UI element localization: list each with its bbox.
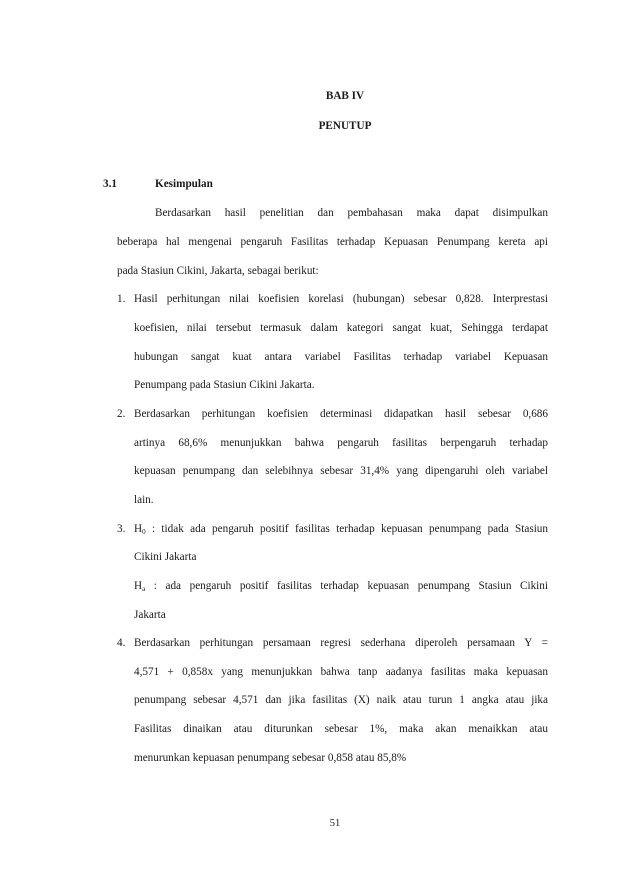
- hypothesis-letter: H: [134, 580, 143, 592]
- list-item-line: koefisien, nilai tersebut termasuk dalam kategori sangat kuat, Sehingga terdapat: [134, 322, 548, 334]
- section-number: 3.1: [103, 178, 117, 190]
- list-item-line: hubungan sangat kuat antara variabel Fasilitas terhadap variabel Kepuasan: [134, 351, 548, 363]
- chapter-number: BAB IV: [325, 90, 365, 102]
- list-item-line: penumpang sebesar 4,571 dan jika fasilitas (X) naik atau turun 1 angka atau jika: [134, 694, 548, 706]
- list-item-line: Hasil perhitungan nilai koefisien korelasi (hubungan) sebesar 0,828. Interprestasi: [134, 293, 548, 305]
- intro-line: beberapa hal mengenai pengaruh Fasilitas terhadap Kepuasan Penumpang kereta api: [117, 236, 548, 248]
- list-item-line: menurunkan kepuasan penumpang sebesar 0,858 atau 85,8%: [134, 752, 407, 764]
- list-marker: 1.: [117, 293, 126, 305]
- list-item-line: artinya 68,6% menunjukkan bahwa pengaruh fasilitas berpengaruh terhadap: [134, 437, 548, 449]
- hypothesis-subscript: a: [142, 585, 146, 593]
- list-marker: 3.: [117, 523, 126, 535]
- chapter-title: PENUTUP: [318, 120, 372, 132]
- page-number: 51: [329, 818, 341, 829]
- list-item-line: 4,571 + 0,858x yang menunjukkan bahwa tanp aadanya fasilitas maka kepuasan: [134, 666, 548, 678]
- list-item-line: Fasilitas dinaikan atau diturunkan sebesar 1%, maka akan menaikkan atau: [134, 723, 548, 735]
- list-item-line: Jakarta: [134, 609, 166, 621]
- list-item-line: lain.: [134, 494, 154, 506]
- hypothesis-text: : tidak ada pengaruh positif fasilitas terhadap kepuasan penumpang pada Stasiun: [145, 523, 548, 535]
- hypothesis-ha: [134, 579, 548, 596]
- list-marker: 2.: [117, 408, 126, 420]
- list-item-line: Berdasarkan perhitungan persamaan regresi sederhana diperoleh persamaan Y =: [134, 637, 548, 649]
- list-item-line: Cikini Jakarta: [134, 551, 197, 563]
- list-item-line: Penumpang pada Stasiun Cikini Jakarta.: [134, 379, 315, 391]
- list-item-line: Berdasarkan perhitungan koefisien determinasi didapatkan hasil sebesar 0,686: [134, 408, 548, 420]
- intro-line: Berdasarkan hasil penelitian dan pembahasan maka dapat disimpulkan: [155, 207, 548, 219]
- list-marker: 4.: [117, 637, 126, 649]
- section-title: Kesimpulan: [155, 178, 213, 190]
- list-item-line: kepuasan penumpang dan selebihnya sebesar 31,4% yang dipengaruhi oleh variabel: [134, 465, 548, 477]
- hypothesis-h0: [134, 522, 548, 539]
- hypothesis-text: : ada pengaruh positif fasilitas terhadap kepuasan penumpang Stasiun Cikini: [145, 580, 548, 592]
- hypothesis-letter: H: [134, 523, 143, 535]
- hypothesis-subscript: 0: [142, 528, 146, 536]
- intro-line: pada Stasiun Cikini, Jakarta, sebagai berikut:: [117, 265, 319, 277]
